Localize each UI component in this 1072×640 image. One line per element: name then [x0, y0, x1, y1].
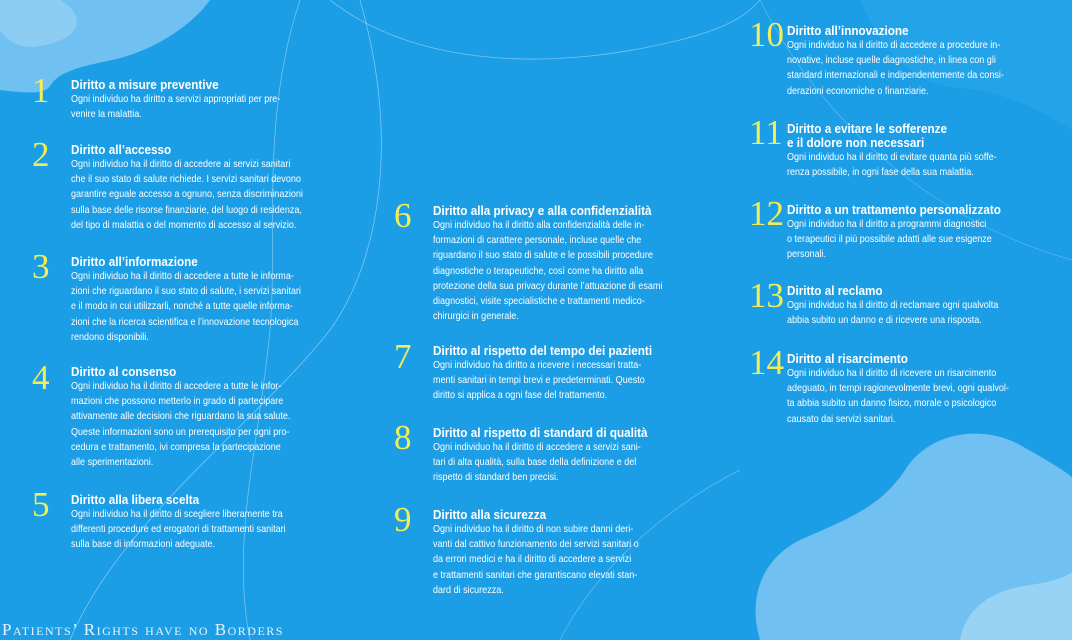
- right-description: Ogni individuo ha il diritto di ricevere un risarcimento adeguato, in tempi ragionevolmente brevi, ogni qualvol- ta abbia subito un danno fisico, morale o psicologico causato dai servizi sanitari.: [787, 367, 1009, 425]
- right-description: Ogni individuo ha il diritto a programmi diagnostici o terapeutici il più possibile adatti alle sue esigenze personali.: [787, 218, 992, 261]
- right-number: 8: [394, 418, 412, 457]
- right-title: Diritto alla libera scelta: [71, 492, 200, 507]
- right-title: Diritto a misure preventive: [71, 77, 219, 92]
- right-description: Ogni individuo ha diritto a servizi appropriati per pre- venire la malattia.: [71, 93, 281, 121]
- right-description: Ogni individuo ha il diritto di scegliere liberamente tra differenti procedure ed erogatori di trattamenti sanitari sulla base di informazioni adeguate.: [71, 508, 286, 551]
- right-title: Diritto all’accesso: [71, 142, 172, 157]
- right-number: 6: [394, 196, 412, 235]
- right-title: Diritto al rispetto del tempo dei pazienti: [433, 343, 653, 358]
- right-number: 9: [394, 500, 412, 539]
- right-title: Diritto al reclamo: [787, 283, 883, 298]
- right-number: 2: [32, 135, 50, 174]
- right-title: Diritto al consenso: [71, 364, 177, 379]
- right-title: Diritto al rispetto di standard di qualità: [433, 425, 648, 440]
- right-title: Diritto all’innovazione: [787, 23, 909, 38]
- right-number: 1: [32, 71, 50, 110]
- footer-tagline: Patients’ Rights have no Borders: [2, 620, 284, 639]
- right-description: Ogni individuo ha il diritto di accedere a servizi sani- tari di alta qualità, sulla base della definizione e del rispetto di standard ben precisi.: [433, 441, 641, 484]
- right-number: 12: [749, 194, 784, 233]
- right-title: Diritto alla sicurezza: [433, 507, 547, 522]
- decorative-curve-3: [330, 0, 760, 59]
- right-description: Ogni individuo ha il diritto di accedere ai servizi sanitari che il suo stato di salute richiede. I servizi sanitari devono garantire eguale accesso a ognuno, senza discriminazioni sulla base delle risorse finanziarie, del luogo di residenza, del tipo di malattia o del momento di accesso al servizio.: [71, 158, 303, 231]
- right-description: Ogni individuo ha il diritto di non subire danni deri- vanti dal cattivo funzionamento dei servizi sanitari o da errori medici e ha il diritto di accedere a servizi e trattamenti sanitari che garantiscano elevati stan- dard di sicurezza.: [433, 523, 639, 596]
- right-number: 13: [749, 276, 784, 315]
- right-number: 7: [394, 337, 412, 376]
- right-description: Ogni individuo ha il diritto di accedere a tutte le informa- zioni che riguardano il suo stato di salute, i servizi sanitari e il modo in cui utilizzarli, nonché a tutte quelle informa- zioni che la ricerca scientifica e l’innovazione tecnologica rendono disponibili.: [71, 270, 301, 343]
- right-number: 5: [32, 485, 50, 524]
- right-number: 10: [749, 15, 784, 54]
- right-title: Diritto alla privacy e alla confidenzialità: [433, 203, 652, 218]
- right-description: Ogni individuo ha il diritto di accedere a procedure in- novative, incluse quelle diagnostiche, in linea con gli standard internazionali e indipendentemente da consi- derazioni economiche o finanziarie.: [787, 39, 1004, 97]
- right-title: Diritto a un trattamento personalizzato: [787, 202, 1001, 217]
- right-description: Ogni individuo ha il diritto di evitare quanta più soffe- renza possibile, in ogni fase della sua malattia.: [787, 151, 997, 179]
- right-description: Ogni individuo ha il diritto di accedere a tutte le infor- mazioni che possono metterlo in grado di partecipare attivamente alle decisioni che riguardano la sua salute. Queste informazioni sono un prerequisito per ogni pro- cedura e trattamento, ivi compresa la partecipazione alle sperimentazioni.: [71, 380, 291, 469]
- right-title: Diritto a evitare le sofferenze e il dolore non necessari: [787, 121, 947, 150]
- right-description: Ogni individuo ha il diritto di reclamare ogni qualvolta abbia subito un danno e di ricevere una risposta.: [787, 299, 999, 327]
- right-number: 4: [32, 358, 50, 397]
- right-description: Ogni individuo ha diritto a ricevere i necessari tratta- menti sanitari in tempi brevi e predeterminati. Questo diritto si applica a ogni fase del trattamento.: [433, 359, 645, 402]
- right-number: 3: [32, 247, 50, 286]
- right-description: Ogni individuo ha il diritto alla confidenzialità delle in- formazioni di carattere personale, incluse quelle che riguardano il suo stato di salute e le possibili procedure diagnostiche o terapeutiche, così come ha diritto alla protezione della sua privacy durante l’attuazione di esami diagnostici, visite specialistiche e trattamenti medico- chirurgici in generale.: [433, 219, 663, 323]
- right-number: 14: [749, 343, 784, 382]
- right-number: 11: [749, 113, 783, 152]
- right-title: Diritto all’informazione: [71, 254, 198, 269]
- right-title: Diritto al risarcimento: [787, 351, 908, 366]
